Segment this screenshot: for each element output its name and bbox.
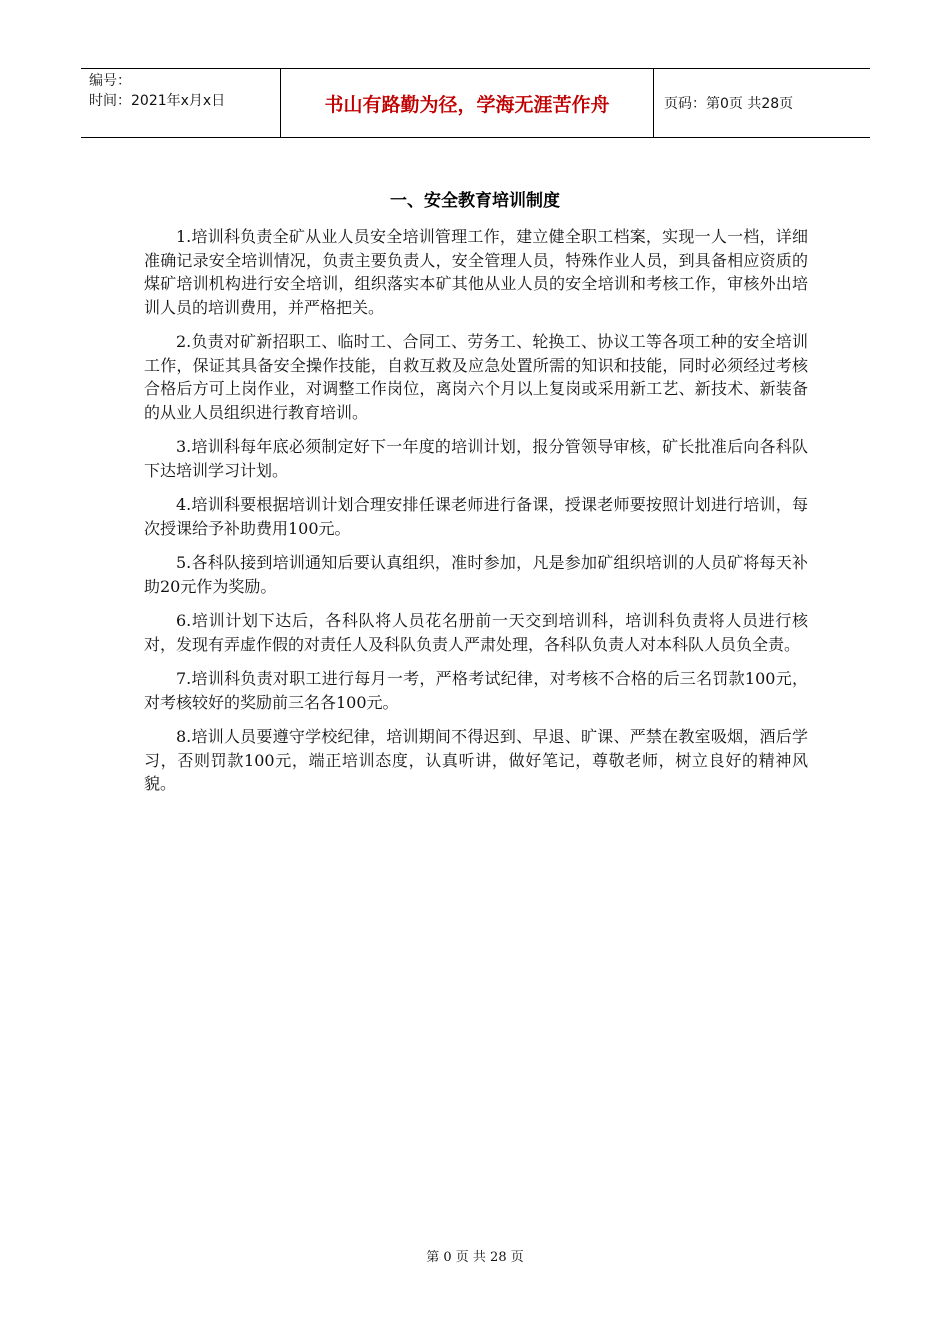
paragraph-7: 7.培训科负责对职工进行每月一考，严格考试纪律，对考核不合格的后三名罚款100元，对考核较好的奖励前三名各100元。 bbox=[144, 669, 808, 712]
paragraph-2: 2.负责对矿新招职工、临时工、合同工、劳务工、轮换工、协议工等各项工种的安全培训工作，保证其具备安全操作技能，自救互救及应急处置所需的知识和技能，同时必须经过考核合格后方可上岗作业，对调整工作岗位，离岗六个月以上复岗或采用新工艺、新技术、新装备的从业人员组织进行教育培训。 bbox=[144, 332, 808, 422]
paragraph-5: 5.各科队接到培训通知后要认真组织，准时参加，凡是参加矿组织培训的人员矿将每天补助20元作为奖励。 bbox=[144, 553, 808, 596]
document-number-label: 编号： bbox=[89, 73, 131, 89]
paragraph-3: 3.培训科每年底必须制定好下一年度的培训计划，报分管领导审核，矿长批准后向各科队下达培训学习计划。 bbox=[144, 437, 808, 480]
paragraph-8: 8.培训人员要遵守学校纪律，培训期间不得迟到、早退、旷课、严禁在教室吸烟，酒后学习，否则罚款100元，端正培训态度，认真听讲，做好笔记，尊敬老师，树立良好的精神风貌。 bbox=[144, 727, 808, 793]
page-footer: 第 0 页 共 28 页 bbox=[426, 1250, 524, 1265]
paragraph-1: 1.培训科负责全矿从业人员安全培训管理工作，建立健全职工档案，实现一人一档，详细准确记录安全培训情况，负责主要负责人，安全管理人员，特殊作业人员，到具备相应资质的煤矿培训机构进行安全培训，组织落实本矿其他从业人员的安全培训和考核工作，审核外出培训人员的培训费用，并严格把关。 bbox=[144, 227, 808, 317]
page-header bbox=[81, 68, 870, 138]
header-page-info: 页码：第0页 共28页 bbox=[664, 96, 794, 112]
paragraph-6: 6.培训计划下达后，各科队将人员花名册前一天交到培训科，培训科负责将人员进行核对，发现有弄虚作假的对责任人及科队负责人严肃处理，各科队负责人对本科队人员负全责。 bbox=[144, 611, 808, 654]
header-meta bbox=[81, 69, 281, 137]
header-motto: 书山有路勤为径，学海无涯苦作舟 bbox=[281, 69, 654, 137]
document-title: 一、安全教育培训制度 bbox=[390, 191, 560, 211]
document-body bbox=[144, 225, 808, 807]
paragraph-4: 4.培训科要根据培训计划合理安排任课老师进行备课，授课老师要按照计划进行培训，每次授课给予补助费用100元。 bbox=[144, 495, 808, 538]
document-date: 时间：2021年x月x日 bbox=[89, 93, 226, 109]
